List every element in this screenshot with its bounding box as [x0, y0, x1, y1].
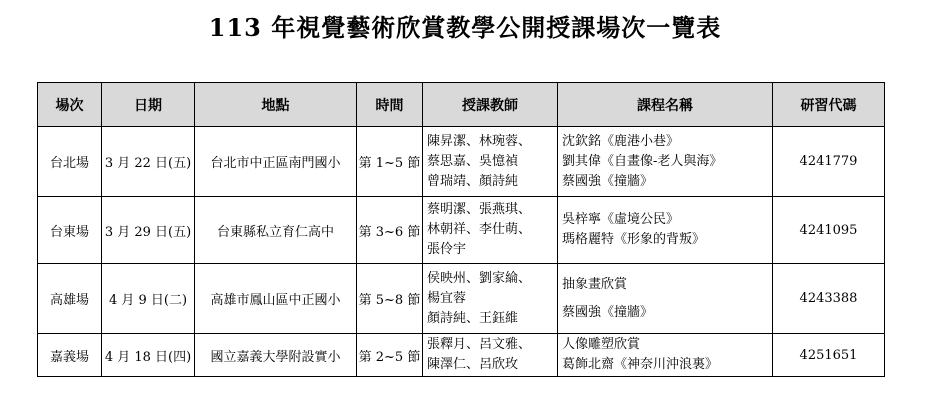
time-cell: 第 3~6 節 — [357, 197, 423, 264]
time-cell: 第 2~5 節 — [357, 334, 423, 377]
course-line: 抽象畫欣賞 — [562, 276, 628, 292]
course-line: 吳梓寧《虛境公民》 — [562, 212, 680, 227]
page-title: 113 年視覺藝術欣賞教學公開授課場次一覽表 — [208, 13, 722, 42]
table-row — [38, 334, 885, 377]
header-course-name: 課程名稱 — [558, 83, 773, 127]
time-cell: 第 1~5 節 — [357, 127, 423, 197]
teacher-line: 陳澤仁、呂欣玫 — [427, 357, 519, 372]
table-header-row — [38, 83, 885, 127]
session-table — [37, 82, 885, 377]
header-location: 地點 — [195, 83, 357, 127]
time-cell: 第 5~8 節 — [357, 264, 423, 334]
teacher-line: 張釋月、呂文雅、 — [427, 337, 532, 352]
course-line: 葛飾北齋《神奈川沖浪裏》 — [562, 357, 719, 372]
teacher-line: 曾瑞靖、顏詩純 — [427, 173, 519, 189]
table-row — [38, 197, 885, 264]
code-cell: 4241779 — [773, 127, 885, 197]
header-session: 場次 — [38, 83, 102, 127]
teachers-cell — [423, 334, 558, 377]
date-cell: 3 月 22 日(五) — [102, 127, 195, 197]
course-line: 人像雕塑欣賞 — [562, 337, 641, 352]
date-cell: 4 月 18 日(四) — [102, 334, 195, 377]
teacher-line: 陳昇潔、林琬蓉、 — [427, 133, 532, 149]
header-code: 研習代碼 — [773, 83, 885, 127]
teachers-cell — [423, 197, 558, 264]
date-cell: 3 月 29 日(五) — [102, 197, 195, 264]
course-cell — [558, 264, 773, 334]
date-cell: 4 月 9 日(二) — [102, 264, 195, 334]
course-line: 蔡國強《撞牆》 — [562, 173, 654, 189]
teacher-line: 蔡思嘉、吳憶禎 — [427, 153, 519, 169]
session-cell: 台東場 — [38, 197, 102, 264]
table-row — [38, 127, 885, 197]
course-line: 沈欽銘《鹿港小巷》 — [562, 133, 680, 149]
table-row — [38, 264, 885, 334]
teacher-line: 楊宜蓉 — [427, 290, 467, 306]
session-cell: 台北場 — [38, 127, 102, 197]
teachers-cell — [423, 127, 558, 197]
location-cell: 台東縣私立育仁高中 — [195, 197, 357, 264]
course-line: 蔡國強《撞牆》 — [562, 304, 654, 320]
teacher-line: 侯映州、劉家綸、 — [427, 270, 532, 286]
header-time: 時間 — [357, 83, 423, 127]
teacher-line: 蔡明潔、張燕琪、 — [427, 202, 532, 217]
course-cell — [558, 334, 773, 377]
location-cell: 台北市中正區南門國小 — [195, 127, 357, 197]
header-teachers: 授課教師 — [423, 83, 558, 127]
header-date: 日期 — [102, 83, 195, 127]
course-cell — [558, 197, 773, 264]
spacer — [562, 295, 772, 303]
course-cell — [558, 127, 773, 197]
code-cell: 4251651 — [773, 334, 885, 377]
location-cell: 國立嘉義大學附設實小 — [195, 334, 357, 377]
teacher-line: 林朝祥、李仕萌、 — [427, 222, 532, 237]
course-line: 瑪格麗特《形象的背叛》 — [562, 232, 706, 247]
teacher-line: 張伶宇 — [427, 242, 467, 257]
teacher-line: 顏詩純、王鈺維 — [427, 310, 519, 326]
location-cell: 高雄市鳳山區中正國小 — [195, 264, 357, 334]
session-cell: 高雄場 — [38, 264, 102, 334]
course-line: 劉其偉《自畫像-老人與海》 — [562, 153, 723, 169]
code-cell: 4243388 — [773, 264, 885, 334]
teachers-cell — [423, 264, 558, 334]
session-cell: 嘉義場 — [38, 334, 102, 377]
code-cell: 4241095 — [773, 197, 885, 264]
